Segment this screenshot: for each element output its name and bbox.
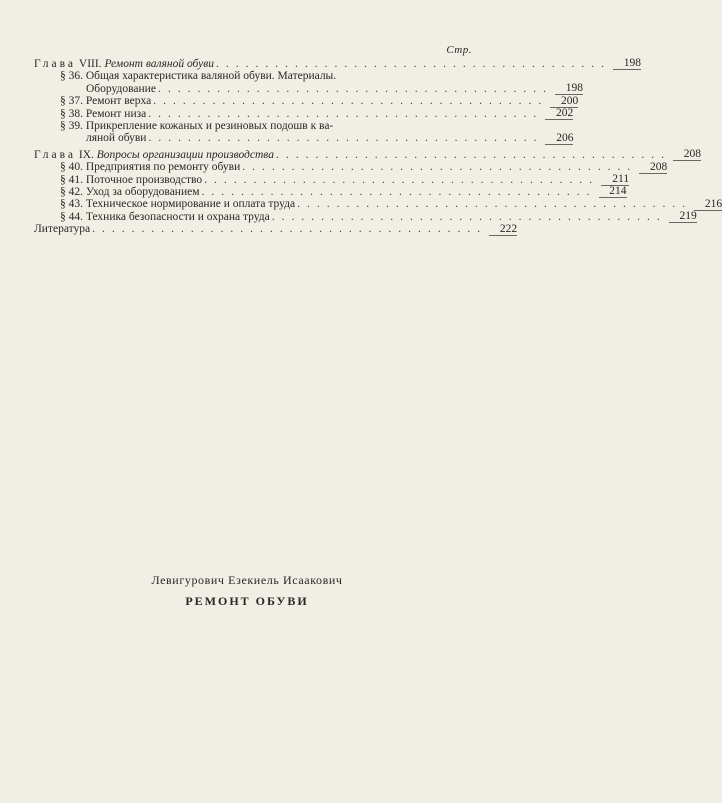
page-number: 211 bbox=[601, 174, 629, 186]
section-number: § 43. bbox=[60, 198, 83, 211]
section-number: § 42. bbox=[60, 186, 83, 199]
section-title: Поточное производство bbox=[85, 173, 203, 186]
page-number: 202 bbox=[545, 108, 573, 120]
literature-title: Литература bbox=[34, 223, 91, 236]
toc-chapter-9 bbox=[34, 148, 701, 161]
chapter-word: Глава bbox=[34, 148, 77, 161]
section-number: § 41. bbox=[60, 173, 83, 186]
chapter-title: Вопросы организации производства bbox=[96, 148, 274, 161]
dot-leader: ........................................ bbox=[271, 210, 667, 223]
section-title-continued: ляной обуви bbox=[86, 132, 147, 145]
dot-leader: ........................................ bbox=[242, 161, 638, 174]
toc-section-39-line1 bbox=[34, 120, 468, 132]
section-number: § 44. bbox=[60, 210, 83, 223]
toc-section-42 bbox=[34, 185, 627, 199]
section-title-continued: Оборудование bbox=[86, 82, 156, 95]
dot-leader: ........................................ bbox=[201, 186, 597, 199]
section-title: Техническое нормирование и оплата труда bbox=[85, 198, 296, 211]
chapter-number: IX. bbox=[78, 148, 94, 161]
table-of-contents bbox=[34, 57, 722, 236]
section-title: Общая характеристика валяной обуви. Материалы. bbox=[85, 70, 337, 83]
chapter-word: Глава bbox=[34, 58, 77, 70]
section-title: Прикрепление кожаных и резиновых подошв к ва- bbox=[85, 120, 334, 133]
book-title: РЕМОНТ ОБУВИ bbox=[185, 594, 309, 608]
chapter-title: Ремонт валяной обуви bbox=[104, 58, 215, 70]
section-title: Техника безопасности и охрана труда bbox=[85, 210, 270, 223]
section-title: Уход за оборудованием bbox=[85, 186, 200, 199]
chapter-number: VIII. bbox=[78, 58, 102, 70]
toc-literature bbox=[34, 222, 518, 236]
page-number: 219 bbox=[669, 211, 697, 223]
dot-leader: ........................................ bbox=[297, 198, 693, 211]
toc-section-38 bbox=[34, 107, 574, 120]
dot-leader: ........................................ bbox=[153, 95, 549, 108]
dot-leader: ........................................ bbox=[148, 132, 544, 145]
toc-section-41 bbox=[34, 173, 630, 186]
page-number: 208 bbox=[673, 149, 701, 161]
page-number: 222 bbox=[489, 224, 517, 236]
author-name: Левигурович Езекиель Исаакович bbox=[151, 573, 343, 587]
toc-chapter-8 bbox=[34, 57, 642, 70]
toc-section-43 bbox=[34, 197, 722, 211]
toc-section-37 bbox=[34, 94, 579, 108]
page-column-label: Стр. bbox=[446, 44, 472, 56]
page-number: 198 bbox=[555, 83, 583, 95]
dot-leader: ........................................ bbox=[92, 223, 488, 236]
page-number: 198 bbox=[613, 58, 641, 70]
section-title: Предприятия по ремонту обуви bbox=[85, 161, 241, 174]
section-title: Ремонт верха bbox=[85, 95, 152, 108]
page-number: 214 bbox=[599, 186, 627, 198]
toc-section-36-line1 bbox=[34, 70, 468, 82]
dot-leader: ........................................ bbox=[204, 173, 600, 186]
page-number: 200 bbox=[550, 96, 578, 108]
toc-section-40 bbox=[34, 160, 668, 174]
dot-leader: ........................................ bbox=[157, 82, 553, 95]
dot-leader: ........................................ bbox=[148, 107, 544, 120]
section-title: Ремонт низа bbox=[85, 107, 147, 120]
section-number: § 38. bbox=[60, 107, 83, 120]
section-number: § 37. bbox=[60, 95, 83, 108]
page-number: 216 bbox=[694, 199, 722, 211]
page-number: 208 bbox=[639, 162, 667, 174]
dot-leader: ........................................ bbox=[275, 148, 671, 161]
section-number: § 39. bbox=[60, 120, 83, 133]
toc-section-44 bbox=[34, 210, 697, 223]
toc-section-39-line2 bbox=[34, 131, 574, 145]
section-number: § 36. bbox=[60, 70, 83, 83]
section-number: § 40. bbox=[60, 161, 83, 174]
page-number: 206 bbox=[545, 133, 573, 145]
toc-section-36-line2 bbox=[34, 82, 583, 95]
dot-leader: ........................................ bbox=[216, 58, 612, 70]
